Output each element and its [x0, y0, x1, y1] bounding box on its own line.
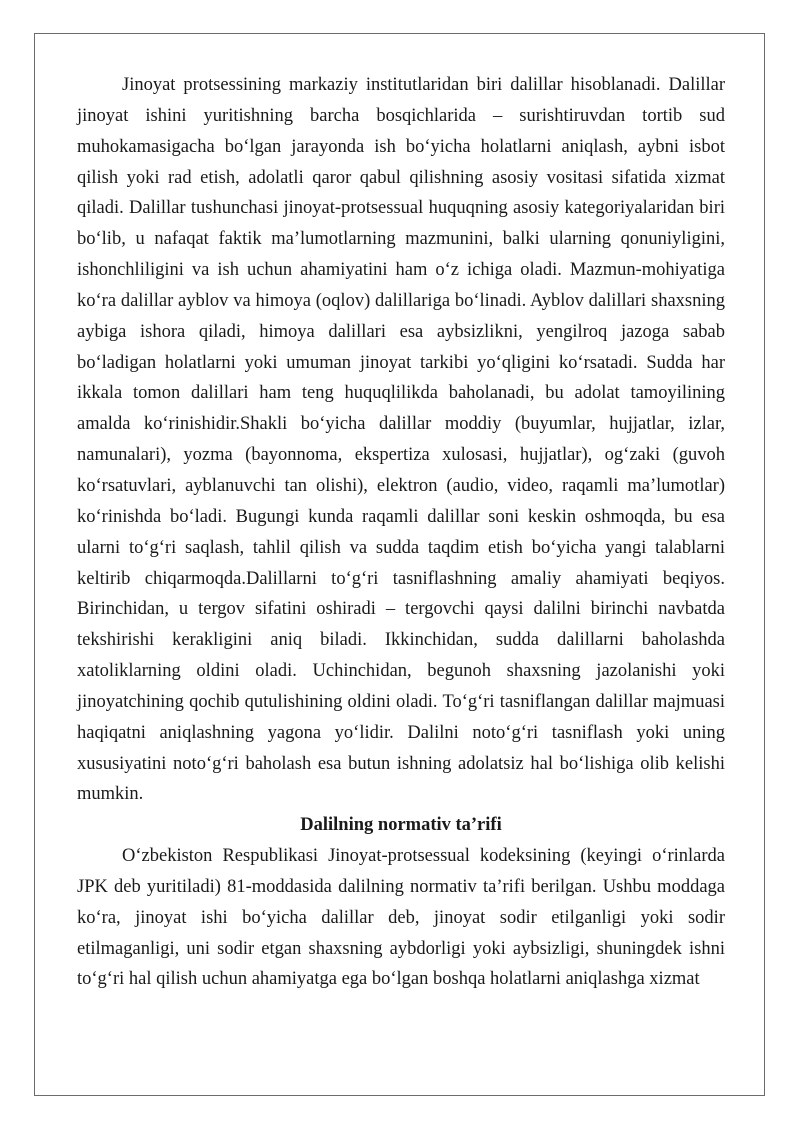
- paragraph-normative-definition: O‘zbekiston Respublikasi Jinoyat-protsessual kodeksining (keyingi o‘rinlarda JPK deb yuritiladi) 81-moddasida dalilning normativ ta’rifi berilgan. Ushbu moddaga ko‘ra, jinoyat ishi bo‘yicha dalillar deb, jinoyat sodir etilganligi yoki sodir etilmaganligi, uni sodir etgan shaxsning aybdorligi yoki aybsizligi, shuningdek ishni to‘g‘ri hal qilish uchun ahamiyatga ega bo‘lgan boshqa holatlarni aniqlashga xizmat: [77, 846, 725, 990]
- document-body: [77, 70, 725, 995]
- section-heading: Dalilning normativ ta’rifi: [300, 815, 502, 836]
- paragraph-intro: Jinoyat protsessining markaziy institutlaridan biri dalillar hisoblanadi. Dalillar jinoyat ishini yuritishning barcha bosqichlarida – surishtiruvdan tortib sud muhokamasigacha bo‘lgan jarayonda ish bo‘yicha holatlarni aniqlash, aybni isbot qilish yoki rad etish, adolatli qaror qabul qilishning asosiy vositasi sifatida xizmat qiladi. Dalillar tushunchasi jinoyat-protsessual huquqning asosiy kategoriyalaridan biri bo‘lib, u nafaqat faktik ma’lumotlarning mazmunini, balki ularning qonuniyligini, ishonchliligini va ish uchun ahamiyatini ham o‘z ichiga oladi. Mazmun-mohiyatiga ko‘ra dalillar ayblov va himoya (oqlov) dalillariga bo‘linadi. Ayblov dalillari shaxsning aybiga ishora qiladi, himoya dalillari esa aybsizlikni, yengilroq jazoga sabab bo‘ladigan holatlarni yoki umuman jinoyat tarkibi yo‘qligini ko‘rsatadi. Sudda har ikkala tomon dalillari ham teng huquqlilikda baholanadi, bu adolat tamoyilining amalda ko‘rinishidir.Shakli bo‘yicha dalillar moddiy (buyumlar, hujjatlar, izlar, namunalari), yozma (bayonnoma, ekspertiza xulosasi, hujjatlar), og‘zaki (guvoh ko‘rsatuvlari, ayblanuvchi tan olishi), elektron (audio, video, raqamli ma’lumotlar) ko‘rinishda bo‘ladi. Bugungi kunda raqamli dalillar soni keskin oshmoqda, bu esa ularni to‘g‘ri saqlash, tahlil qilish va sudda taqdim etish bo‘yicha yangi talablarni keltirib chiqarmoqda.Dalillarni to‘g‘ri tasniflashning amaliy ahamiyati beqiyos. Birinchidan, u tergov sifatini oshiradi – tergovchi qaysi dalilni birinchi navbatda tekshirishi kerakligini aniq biladi. Ikkinchidan, sudda dalillarni baholashda xatoliklarning oldini oladi. Uchinchidan, begunoh shaxsning jazolanishi yoki jinoyatchining qochib qutulishining oldini oladi. To‘g‘ri tasniflangan dalillar majmuasi haqiqatni aniqlashning yagona yo‘lidir. Dalilni noto‘g‘ri tasniflash yoki uning xususiyatini noto‘g‘ri baholash esa butun ishning adolatsiz hal bo‘lishiga olib kelishi mumkin.: [77, 75, 725, 805]
